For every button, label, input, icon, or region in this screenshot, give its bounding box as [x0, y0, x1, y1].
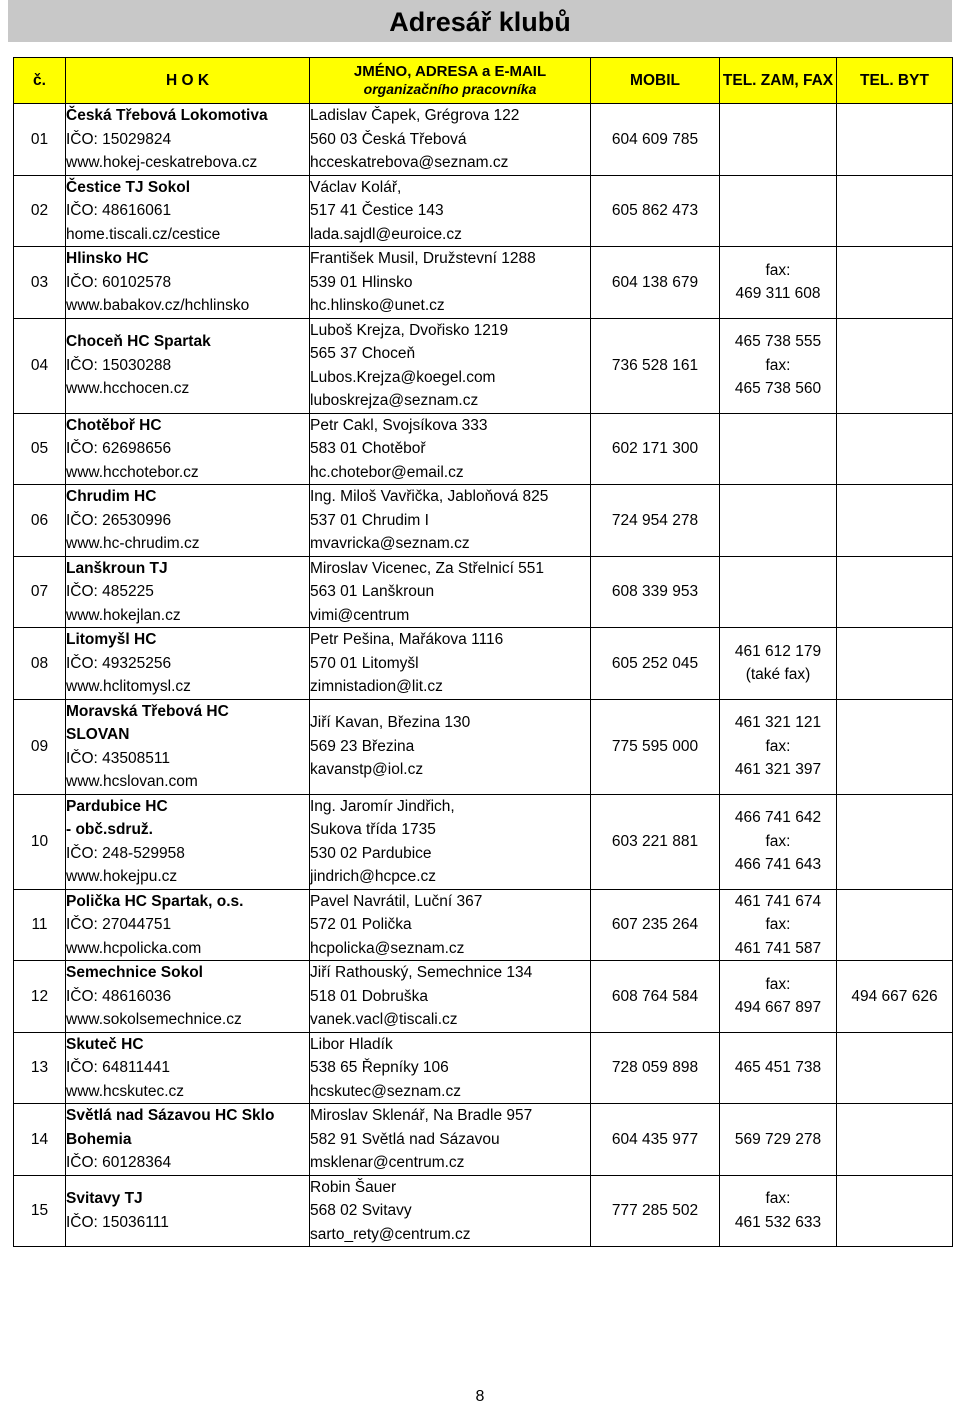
- tel-line: 461 741 674: [734, 892, 822, 910]
- club-name: Chotěboř HC: [66, 416, 162, 434]
- tel-line: 465 738 555: [734, 333, 822, 351]
- club-website: home.tiscali.cz/cestice: [66, 225, 221, 243]
- club-info: IČO: 485225: [66, 583, 154, 600]
- tel-line: (také fax): [745, 666, 811, 684]
- contact-cell: [310, 1175, 591, 1247]
- office-phone-fax: [720, 1032, 837, 1104]
- club-name: Semechnice Sokol: [66, 964, 203, 981]
- club-cell: [66, 1032, 310, 1104]
- tel-line: 461 321 397: [734, 761, 822, 779]
- club-name: Hlinsko HC: [66, 250, 149, 267]
- page-title: Adresář klubů: [389, 7, 571, 37]
- home-phone: [837, 556, 953, 628]
- tel-line: 461 532 633: [734, 1213, 822, 1231]
- home-phone: [837, 485, 953, 557]
- club-info: IČO: 48616036: [66, 987, 172, 1005]
- mobile-phone: 607 235 264: [591, 889, 720, 961]
- tel-line: 569 729 278: [734, 1130, 822, 1148]
- contact-cell: [310, 104, 591, 176]
- club-cell: [66, 1175, 310, 1247]
- contact-line: Petr Pešina, Mařákova 1116: [310, 631, 504, 648]
- club-name: Skuteč HC: [66, 1035, 144, 1053]
- contact-cell: [310, 175, 591, 247]
- office-phone-fax: [720, 175, 837, 247]
- contact-line: Libor Hladík: [310, 1035, 393, 1053]
- club-info: IČO: 64811441: [66, 1059, 170, 1076]
- mobile-phone: 608 764 584: [591, 961, 720, 1033]
- mobile-phone: 608 339 953: [591, 556, 720, 628]
- table-row: [14, 794, 953, 889]
- contact-cell: [310, 413, 591, 485]
- tel-line: 461 321 121: [734, 714, 822, 732]
- club-info: IČO: 49325256: [66, 654, 172, 672]
- page-number: 8: [475, 1388, 485, 1405]
- home-phone: [837, 175, 953, 247]
- home-phone: [837, 794, 953, 889]
- club-name: Litomyšl HC: [66, 631, 157, 648]
- club-website: www.hcslovan.com: [66, 773, 198, 790]
- contact-line: kavanstp@iol.cz: [310, 761, 424, 779]
- header-contact-line2: organizačního pracovníka: [363, 81, 537, 97]
- office-phone-fax: [720, 1175, 837, 1247]
- table-row: [14, 247, 953, 319]
- row-number: 14: [14, 1104, 66, 1176]
- club-directory-table: [13, 57, 953, 1247]
- header-mobile: MOBIL: [591, 58, 720, 104]
- header-num: č.: [14, 58, 66, 104]
- contact-line: 530 02 Pardubice: [310, 844, 432, 862]
- club-info: IČO: 43508511: [66, 749, 170, 767]
- table-row: [14, 628, 953, 700]
- contact-line: Miroslav Vicenec, Za Střelnicí 551: [310, 559, 545, 577]
- tel-line: 461 612 179: [734, 642, 822, 660]
- row-number: 11: [14, 889, 66, 961]
- mobile-phone: 605 252 045: [591, 628, 720, 700]
- contact-line: Ladislav Čapek, Grégrova 122: [310, 107, 520, 124]
- contact-line: hcpolicka@seznam.cz: [310, 939, 465, 957]
- club-name: Česká Třebová Lokomotiva: [66, 107, 268, 124]
- club-website: www.sokolsemechnice.cz: [66, 1011, 242, 1028]
- contact-line: Miroslav Sklenář, Na Bradle 957: [310, 1107, 533, 1124]
- office-phone-fax: [720, 556, 837, 628]
- club-website: www.hc-chrudim.cz: [66, 535, 200, 552]
- table-row: [14, 318, 953, 413]
- office-phone-fax: [720, 104, 837, 176]
- contact-line: 538 65 Řepníky 106: [310, 1059, 449, 1076]
- club-info: IČO: 60102578: [66, 273, 172, 291]
- home-phone: [837, 104, 953, 176]
- club-cell: [66, 1104, 310, 1176]
- table-row: [14, 104, 953, 176]
- header-tel: TEL. ZAM, FAX: [720, 58, 837, 104]
- contact-line: 568 02 Svitavy: [310, 1202, 412, 1219]
- row-number: 04: [14, 318, 66, 413]
- tel-line: 494 667 897: [734, 999, 822, 1017]
- contact-line: 569 23 Březina: [310, 737, 415, 755]
- row-number: 01: [14, 104, 66, 176]
- header-contact-line1: JMÉNO, ADRESA a E-MAIL: [353, 63, 547, 80]
- club-name: SLOVAN: [66, 726, 130, 743]
- home-phone: [837, 247, 953, 319]
- table-row: [14, 961, 953, 1033]
- office-phone-fax: [720, 318, 837, 413]
- contact-line: Luboš Krejza, Dvořisko 1219: [310, 321, 509, 339]
- mobile-phone: 604 138 679: [591, 247, 720, 319]
- tel-line: 469 311 608: [735, 285, 821, 303]
- club-cell: [66, 889, 310, 961]
- contact-line: Jiří Rathouský, Semechnice 134: [310, 964, 533, 981]
- mobile-phone: 602 171 300: [591, 413, 720, 485]
- home-phone: [837, 1175, 953, 1247]
- row-number: 15: [14, 1175, 66, 1247]
- office-phone-fax: [720, 413, 837, 485]
- office-phone-fax: [720, 628, 837, 700]
- row-number: 09: [14, 699, 66, 794]
- club-website: www.babakov.cz/hchlinsko: [66, 297, 250, 314]
- tel-line: fax:: [765, 975, 791, 993]
- contact-cell: [310, 318, 591, 413]
- row-number: 06: [14, 485, 66, 557]
- table-row: [14, 1175, 953, 1247]
- contact-cell: [310, 889, 591, 961]
- contact-line: Jiří Kavan, Březina 130: [310, 714, 471, 732]
- header-contact: [310, 58, 591, 104]
- contact-line: jindrich@hcpce.cz: [310, 868, 437, 885]
- club-cell: [66, 699, 310, 794]
- club-info: IČO: 62698656: [66, 440, 172, 457]
- club-name: Lanškroun TJ: [66, 559, 168, 577]
- table-row: [14, 175, 953, 247]
- contact-line: Václav Kolář,: [310, 178, 402, 196]
- mobile-phone: 604 609 785: [591, 104, 720, 176]
- title-bar: [8, 0, 952, 42]
- contact-line: 537 01 Chrudim I: [310, 511, 429, 529]
- club-website: www.hcchocen.cz: [66, 380, 190, 398]
- office-phone-fax: [720, 794, 837, 889]
- contact-cell: [310, 485, 591, 557]
- contact-line: mvavricka@seznam.cz: [310, 535, 470, 552]
- club-cell: [66, 318, 310, 413]
- mobile-phone: 775 595 000: [591, 699, 720, 794]
- club-cell: [66, 556, 310, 628]
- club-info: IČO: 15030288: [66, 356, 172, 374]
- office-phone-fax: [720, 889, 837, 961]
- home-phone: [837, 318, 953, 413]
- tel-line: 465 451 738: [734, 1059, 822, 1076]
- contact-line: Pavel Navrátil, Luční 367: [310, 892, 483, 910]
- club-info: IČO: 26530996: [66, 511, 172, 529]
- mobile-phone: 724 954 278: [591, 485, 720, 557]
- contact-line: Ing. Jaromír Jindřich,: [310, 797, 455, 815]
- header-byt: TEL. BYT: [837, 58, 953, 104]
- row-number: 02: [14, 175, 66, 247]
- table-row: [14, 1032, 953, 1104]
- mobile-phone: 728 059 898: [591, 1032, 720, 1104]
- club-name: - obč.sdruž.: [66, 821, 153, 838]
- contact-line: 560 03 Česká Třebová: [310, 130, 467, 148]
- contact-line: Petr Cakl, Svojsíkova 333: [310, 416, 488, 434]
- row-number: 13: [14, 1032, 66, 1104]
- contact-line: František Musil, Družstevní 1288: [310, 250, 536, 267]
- table-row: [14, 699, 953, 794]
- home-phone: [837, 889, 953, 961]
- mobile-phone: 603 221 881: [591, 794, 720, 889]
- table-row: [14, 889, 953, 961]
- club-info: IČO: 48616061: [66, 202, 172, 219]
- table-row: [14, 413, 953, 485]
- club-name: Čestice TJ Sokol: [66, 178, 191, 196]
- club-website: www.hokej-ceskatrebova.cz: [66, 154, 258, 171]
- mobile-phone: 604 435 977: [591, 1104, 720, 1176]
- tel-line: fax:: [765, 356, 791, 374]
- contact-line: Lubos.Krejza@koegel.com: [310, 368, 496, 386]
- contact-line: luboskrejza@seznam.cz: [310, 392, 479, 409]
- tel-line: fax:: [765, 1190, 791, 1208]
- contact-cell: [310, 628, 591, 700]
- contact-cell: [310, 556, 591, 628]
- contact-line: lada.sajdl@euroice.cz: [310, 225, 462, 243]
- table-row: [14, 1104, 953, 1176]
- row-number: 12: [14, 961, 66, 1033]
- club-cell: [66, 175, 310, 247]
- office-phone-fax: [720, 247, 837, 319]
- table-row: [14, 556, 953, 628]
- tel-line: fax:: [765, 261, 791, 279]
- home-phone: 494 667 626: [837, 961, 953, 1033]
- club-cell: [66, 485, 310, 557]
- contact-line: 583 01 Chotěboř: [310, 440, 426, 457]
- club-info: IČO: 15036111: [66, 1213, 169, 1231]
- contact-line: Sukova třída 1735: [310, 821, 436, 838]
- header-club: H O K: [66, 58, 310, 104]
- contact-line: hcceskatrebova@seznam.cz: [310, 154, 509, 171]
- contact-cell: [310, 961, 591, 1033]
- contact-line: 539 01 Hlinsko: [310, 273, 413, 291]
- tel-line: 465 738 560: [734, 380, 822, 398]
- tel-line: 466 741 643: [734, 856, 822, 874]
- row-number: 10: [14, 794, 66, 889]
- tel-line: fax:: [765, 737, 791, 755]
- contact-line: hcskutec@seznam.cz: [310, 1082, 461, 1100]
- club-cell: [66, 961, 310, 1033]
- club-name: Bohemia: [66, 1130, 132, 1148]
- club-name: Choceň HC Spartak: [66, 333, 211, 351]
- tel-line: 461 741 587: [734, 939, 822, 957]
- club-name: Polička HC Spartak, o.s.: [66, 892, 244, 910]
- club-cell: [66, 628, 310, 700]
- contact-line: 572 01 Polička: [310, 916, 412, 933]
- contact-line: Ing. Miloš Vavřička, Jabloňová 825: [310, 488, 549, 505]
- office-phone-fax: [720, 961, 837, 1033]
- club-cell: [66, 794, 310, 889]
- club-website: www.hcskutec.cz: [66, 1082, 185, 1100]
- contact-cell: [310, 1032, 591, 1104]
- home-phone: [837, 699, 953, 794]
- home-phone: [837, 1032, 953, 1104]
- contact-line: 563 01 Lanškroun: [310, 583, 435, 600]
- home-phone: [837, 413, 953, 485]
- club-info: IČO: 60128364: [66, 1154, 172, 1171]
- office-phone-fax: [720, 699, 837, 794]
- contact-line: 517 41 Čestice 143: [310, 202, 444, 219]
- row-number: 03: [14, 247, 66, 319]
- club-cell: [66, 413, 310, 485]
- contact-line: msklenar@centrum.cz: [310, 1154, 465, 1171]
- home-phone: [837, 628, 953, 700]
- club-cell: [66, 104, 310, 176]
- contact-line: 565 37 Choceň: [310, 345, 416, 362]
- club-name: Pardubice HC: [66, 797, 168, 815]
- club-website: www.hokejpu.cz: [66, 868, 178, 885]
- club-info: IČO: 248-529958: [66, 844, 185, 862]
- club-website: www.hclitomysl.cz: [66, 678, 191, 695]
- club-name: Světlá nad Sázavou HC Sklo: [66, 1107, 275, 1124]
- club-name: Moravská Třebová HC: [66, 702, 229, 720]
- contact-line: Robin Šauer: [310, 1178, 397, 1196]
- tel-line: fax:: [765, 916, 791, 933]
- contact-line: hc.hlinsko@unet.cz: [310, 297, 445, 314]
- contact-line: vimi@centrum: [310, 606, 410, 624]
- row-number: 05: [14, 413, 66, 485]
- contact-cell: [310, 247, 591, 319]
- office-phone-fax: [720, 1104, 837, 1176]
- contact-line: sarto_rety@centrum.cz: [310, 1225, 471, 1243]
- contact-cell: [310, 699, 591, 794]
- contact-line: vanek.vacl@tiscali.cz: [310, 1011, 458, 1028]
- contact-cell: [310, 794, 591, 889]
- contact-line: zimnistadion@lit.cz: [310, 678, 443, 695]
- club-name: Chrudim HC: [66, 488, 157, 505]
- club-info: IČO: 27044751: [66, 916, 172, 933]
- club-website: www.hokejlan.cz: [66, 606, 181, 624]
- contact-line: hc.chotebor@email.cz: [310, 463, 464, 481]
- row-number: 08: [14, 628, 66, 700]
- mobile-phone: 605 862 473: [591, 175, 720, 247]
- club-website: www.hcpolicka.com: [66, 939, 202, 957]
- office-phone-fax: [720, 485, 837, 557]
- contact-line: 570 01 Litomyšl: [310, 654, 419, 672]
- tel-line: fax:: [765, 832, 791, 850]
- home-phone: [837, 1104, 953, 1176]
- contact-line: 518 01 Dobruška: [310, 987, 429, 1005]
- row-number: 07: [14, 556, 66, 628]
- mobile-phone: 736 528 161: [591, 318, 720, 413]
- club-info: IČO: 15029824: [66, 130, 172, 148]
- table-header-row: [14, 58, 953, 104]
- club-cell: [66, 247, 310, 319]
- club-name: Svitavy TJ: [66, 1190, 143, 1208]
- tel-line: 466 741 642: [734, 809, 822, 827]
- mobile-phone: 777 285 502: [591, 1175, 720, 1247]
- contact-line: 582 91 Světlá nad Sázavou: [310, 1130, 500, 1148]
- table-body: [14, 104, 953, 1247]
- contact-cell: [310, 1104, 591, 1176]
- table-row: [14, 485, 953, 557]
- club-website: www.hcchotebor.cz: [66, 463, 199, 481]
